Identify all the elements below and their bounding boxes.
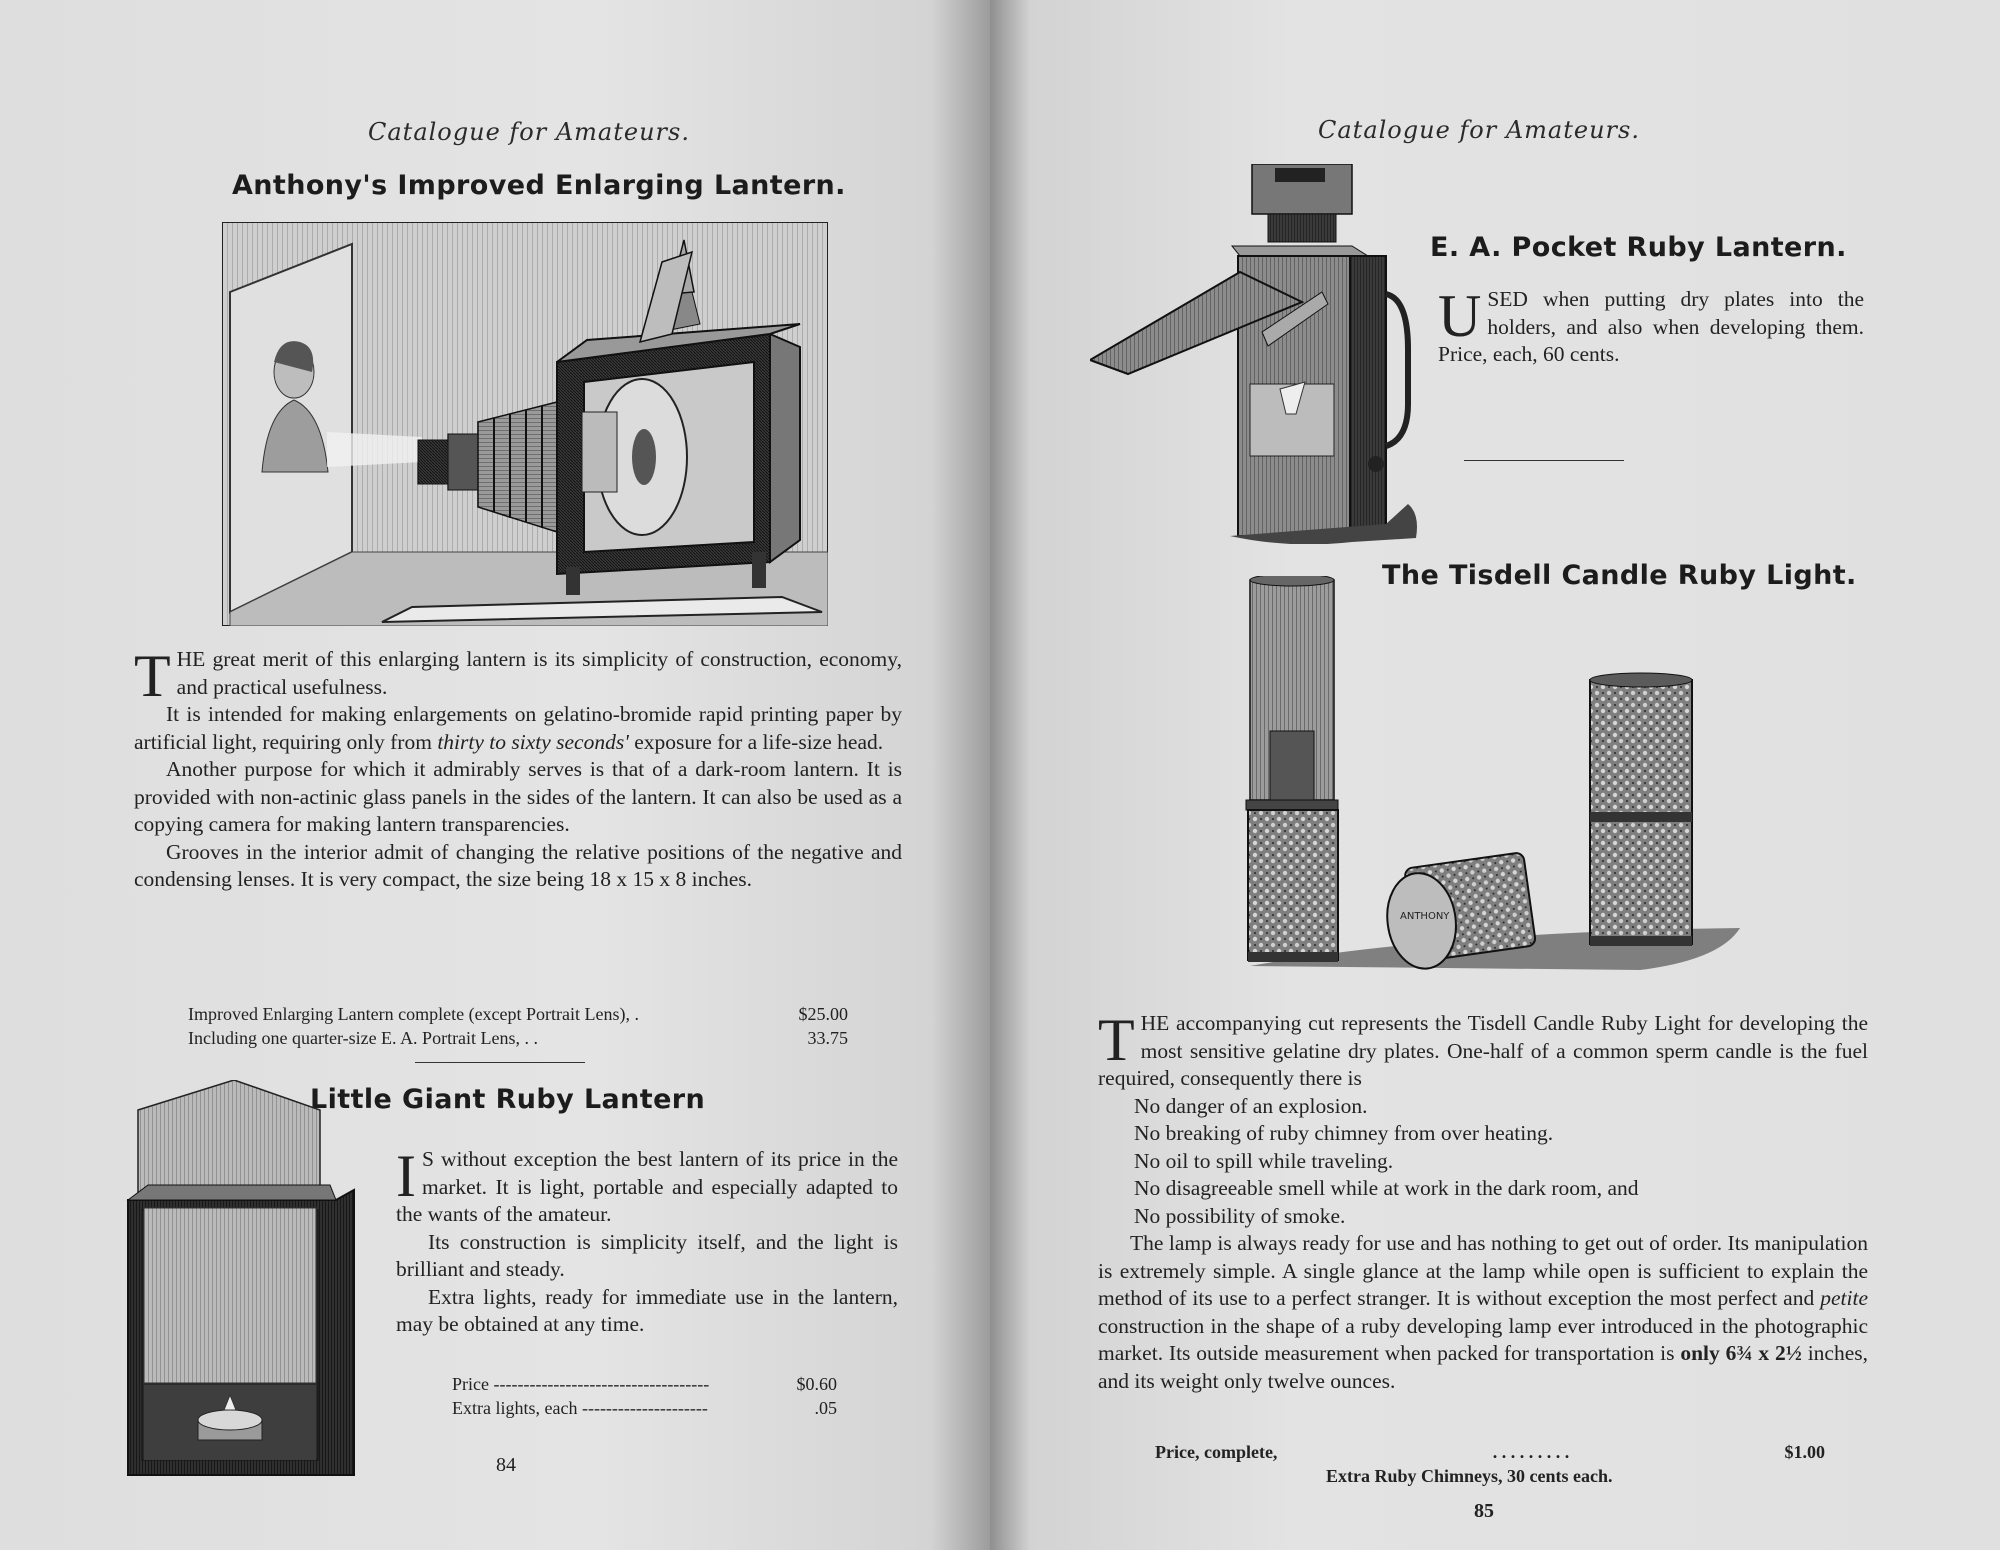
paragraph: SED when putting dry plates into the holders, and also when developing them. Price, each, 60 cents. (1438, 287, 1864, 366)
enlarging-lantern-illustration (222, 222, 828, 626)
pocket-ruby-description (1438, 283, 1864, 369)
price-label: Improved Enlarging Lantern complete (except Portrait Lens), . (188, 1004, 640, 1024)
list-item: No disagreeable smell while at work in the dark room, and (1134, 1176, 1639, 1200)
page-number: 84 (496, 1454, 516, 1476)
dropcap: T (1098, 1007, 1135, 1073)
price-label: Including one quarter-size E. A. Portrait Lens, . . (188, 1028, 539, 1048)
pocket-ruby-lantern-illustration (1090, 164, 1420, 544)
tin-label: ANTHONY (1400, 911, 1450, 922)
paragraph-part: exposure for a life-size head. (628, 729, 884, 754)
running-header: Catalogue for Amateurs. (368, 118, 690, 146)
price-label: Price, complete, (1155, 1442, 1278, 1462)
enlarging-lantern-title: Anthony's Improved Enlarging Lantern. (232, 170, 846, 201)
tisdell-price-row (1155, 1440, 1825, 1464)
list-item: No oil to spill while traveling. (1134, 1148, 1394, 1173)
extra-chimneys-price: Extra Ruby Chimneys, 30 cents each. (1326, 1466, 1613, 1486)
enlarging-price-list (188, 1002, 848, 1050)
bold-emphasis: only 6¾ x 2½ (1680, 1341, 1802, 1365)
paragraph-part: The lamp is always ready for use and has nothing to get out of order. Its manipulation is extremely simple. A single glance at the lamp while open is sufficient to explain the method of its use to a perfect stranger. It is without exception the most perfect and (1098, 1231, 1868, 1310)
emphasis: petite (1820, 1286, 1868, 1310)
section-divider (415, 1062, 585, 1063)
paragraph: HE accompanying cut represents the Tisdell Candle Ruby Light for developing the most sensitive gelatine dry plates. One-half of a common sperm candle is the fuel required, consequently there is (1098, 1011, 1868, 1090)
dropcap: I (396, 1143, 416, 1209)
paragraph-part: It is intended for making enlargements on gelatino-bromide rapid printing paper by artificial light, requiring only from (134, 702, 902, 754)
dropcap: T (134, 643, 171, 709)
paragraph: S without exception the best lantern of its price in the market. It is light, portable and especially adapted to the wants of the amateur. (396, 1147, 898, 1226)
list-item: No danger of an explosion. (1134, 1093, 1368, 1118)
paragraph: Grooves in the interior admit of changing the relative positions of the negative and condensing lenses. It is very compact, the size being 18 x 15 x 8 inches. (134, 839, 902, 891)
little-giant-description (396, 1143, 898, 1339)
price-value: $1.00 (1784, 1442, 1825, 1462)
price-value: .05 (814, 1398, 837, 1418)
enlarging-lantern-description (134, 643, 902, 894)
price-label: Price ------------------------------------ (452, 1374, 710, 1394)
tisdell-description (1098, 1007, 1868, 1395)
little-giant-title: Little Giant Ruby Lantern (310, 1084, 706, 1115)
price-label: Extra lights, each --------------------- (452, 1398, 708, 1418)
paragraph-part: construction in the shape of a ruby developing lamp ever introduced in the photographic market. Its outside measurement when packed for transportation is (1098, 1313, 1868, 1365)
paragraph-part: inches, and its weight only twelve ounces. (1098, 1341, 1868, 1393)
paragraph: Its construction is simplicity itself, and the light is brilliant and steady. (396, 1229, 898, 1281)
page-number: 85 (1474, 1500, 1494, 1522)
paragraph: Another purpose for which it admirably serves is that of a dark-room lantern. It is provided with non-actinic glass panels in the sides of the lantern. It can also be used as a copying camera for making lantern transparencies. (134, 757, 902, 836)
section-divider (1464, 460, 1624, 461)
emphasis: thirty to sixty seconds' (437, 729, 629, 754)
paragraph: HE great merit of this enlarging lantern is its simplicity of construction, economy, and practical usefulness. (176, 647, 902, 699)
dropcap: U (1438, 283, 1482, 349)
list-item: No possibility of smoke. (1134, 1203, 1346, 1228)
right-page (990, 0, 2000, 1550)
little-giant-lantern-illustration (124, 1080, 360, 1480)
benefit-list (1098, 1093, 1868, 1231)
price-dots: . . . . . . . . . (1492, 1442, 1570, 1462)
paragraph: Extra lights, ready for immediate use in the lantern, may be obtained at any time. (396, 1284, 898, 1336)
tisdell-title: The Tisdell Candle Ruby Light. (1382, 560, 1857, 591)
price-row (452, 1396, 837, 1420)
list-item: No breaking of ruby chimney from over heating. (1134, 1121, 1554, 1145)
price-row (188, 1026, 848, 1050)
little-giant-price-list (452, 1372, 837, 1420)
tisdell-candle-illustration (1240, 576, 1746, 980)
price-value: 33.75 (807, 1028, 848, 1048)
running-header: Catalogue for Amateurs. (1318, 116, 1640, 144)
price-row (188, 1002, 848, 1026)
left-page (0, 0, 990, 1550)
price-row (452, 1372, 837, 1396)
price-value: $0.60 (796, 1374, 837, 1394)
price-value: $25.00 (798, 1004, 848, 1024)
pocket-ruby-title: E. A. Pocket Ruby Lantern. (1430, 232, 1847, 263)
